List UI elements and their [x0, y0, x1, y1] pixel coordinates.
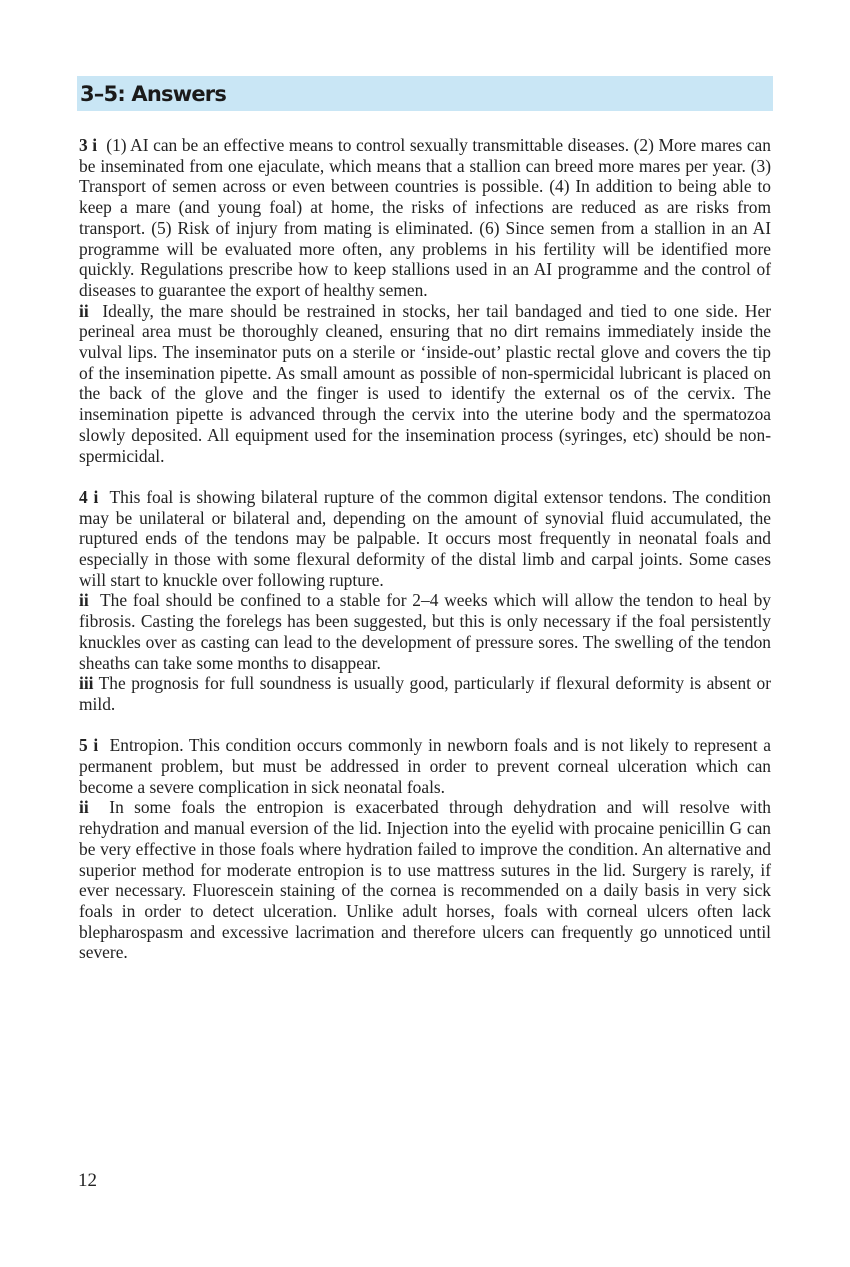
- answer-5-part-ii: [79, 797, 771, 963]
- answer-text: (1) AI can be an effective means to control sexually transmittable diseases. (2) More mares can be inseminated from one ejaculate, which means that a stallion can breed more mares per year. (3) Transport of semen across or even between countries is possible. (4) In addition to being able to keep a mare (and young foal) at home, the risks of infections are reduced as are risks from transport. (5) Risk of injury from mating is eliminated. (6) Since semen from a stallion in an AI programme will be evaluated more often, any problems in his fertility will be identified more quickly. Regulations prescribe how to keep stallions used in an AI programme and the control of diseases to guarantee the export of healthy semen.: [79, 135, 771, 300]
- answer-text: Entropion. This condition occurs commonly in newborn foals and is not likely to represent a permanent problem, but must be addressed in order to prevent corneal ulceration which can become a severe complication in sick neonatal foals.: [79, 735, 771, 797]
- section-header: [77, 76, 773, 111]
- answer-text: Ideally, the mare should be restrained in stocks, her tail bandaged and tied to one side. Her perineal area must be thoroughly cleaned, ensuring that no dirt remains immediately inside the vulval lips. The inseminator puts on a sterile or ‘inside-out’ plastic rectal glove and covers the tip of the insemination pipette. As small amount as possible of non-spermicidal lubricant is placed on the back of the glove and the finger is used to identify the external os of the cervix. The insemination pipette is advanced through the cervix into the uterine body and the spermatozoa slowly deposited. All equipment used for the insemination process (syringes, etc) should be non-spermicidal.: [79, 300, 772, 466]
- answer-text: The foal should be confined to a stable for 2–4 weeks which will allow the tendon to heal by fibrosis. Casting the forelegs has been suggested, but this is only necessary if the foal persistently knuckles over as casting can lead to the development of pressure sores. The swelling of the tendon sheaths can take some months to disappear.: [79, 590, 771, 673]
- page-number: 12: [78, 1170, 97, 1191]
- answer-label: ii: [79, 590, 89, 611]
- answer-label: iii: [79, 673, 94, 694]
- answer-3-part-ii: [79, 301, 771, 467]
- section-title: 3–5: Answers: [80, 82, 227, 106]
- answer-label: 5 i: [79, 735, 99, 756]
- answers-body: [79, 135, 771, 963]
- answer-text: This foal is showing bilateral rupture of the common digital extensor tendons. The condition may be unilateral or bilateral and, depending on the amount of synovial fluid accumulated, the ruptured ends of the tendons may be palpable. It occurs most frequently in neonatal foals and especially in those with some flexural deformity of the distal limb and carpal joints. Some cases will start to knuckle over following rupture.: [79, 486, 771, 590]
- answer-label: ii: [79, 300, 89, 321]
- answer-label: 3 i: [79, 135, 98, 155]
- answer-5-part-i: [79, 735, 771, 797]
- answer-text: The prognosis for full soundness is usually good, particularly if flexural deformity is absent or mild.: [79, 673, 771, 714]
- answer-label: 4 i: [79, 486, 99, 507]
- answer-4-part-iii: [79, 673, 771, 714]
- answer-text: In some foals the entropion is exacerbated through dehydration and will resolve with rehydration and manual eversion of the lid. Injection into the eyelid with procaine penicillin G can be very effective in those foals where hydration failed to improve the condition. An alternative and superior method for moderate entropion is to use mattress sutures in the lid. Surgery is rarely, if ever necessary. Fluorescein staining of the cornea is recommended on a daily basis in very sick foals in order to detect ulceration. Unlike adult horses, foals with corneal ulcers often lack blepharospasm and excessive lacrimation and therefore ulcers can frequently go unnoticed until severe.: [79, 797, 771, 963]
- answer-label: ii: [79, 797, 89, 818]
- answer-4-part-i: [79, 487, 771, 591]
- answer-4-part-ii: [79, 590, 771, 673]
- answer-3-part-i: [79, 135, 771, 301]
